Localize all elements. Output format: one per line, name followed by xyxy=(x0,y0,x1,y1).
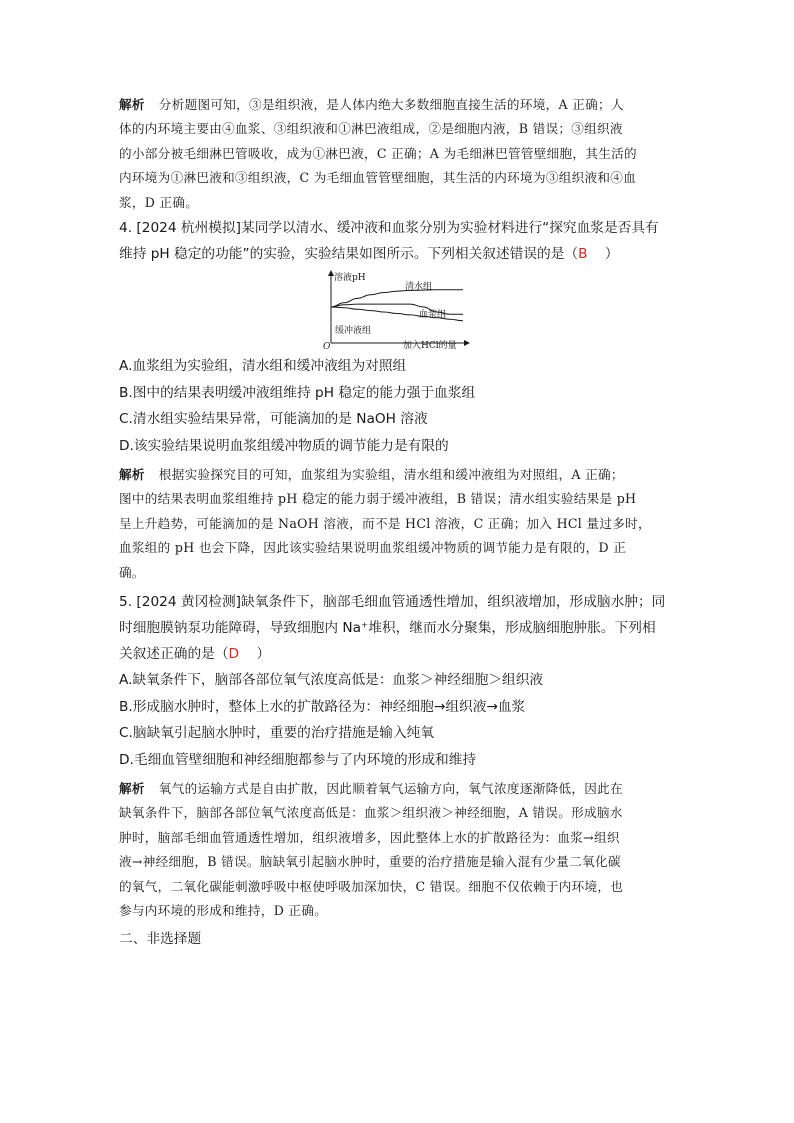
series-label-water: 清水组 xyxy=(405,282,433,293)
option-a: A.缺氧条件下，脑部各部位氧气浓度高低是：血浆＞神经细胞＞组织液 xyxy=(119,672,544,689)
expl-line: 参与内环境的形成和维持，D 正确。 xyxy=(119,903,328,919)
expl-line: 肿时，脑部毛细血管通透性增加，组织液增多，因此整体上水的扩散路径为：血浆→组织 xyxy=(119,829,620,845)
expl-line: 的氧气，二氧化碳能刺激呼吸中枢使呼吸加深加快，C 错误。细胞不仅依赖于内环境，也 xyxy=(119,878,624,894)
question-5-stem-line: 关叙述正确的是（ xyxy=(119,646,229,663)
option-b: B.形成脑水肿时，整体上水的扩散路径为：神经细胞→组织液→血浆 xyxy=(119,698,526,715)
q5-explanation xyxy=(119,777,675,923)
question-4-options xyxy=(119,353,675,459)
expl-line: 的小部分被毛细淋巴管吸收，成为①淋巴液，C 正确；A 为毛细淋巴管管壁细胞，其生活的 xyxy=(119,145,637,161)
option-d: D.该实验结果说明血浆组缓冲物质的调节能力是有限的 xyxy=(119,437,449,454)
question-5-stem-line: 时细胞膜钠泵功能障碍，导致细胞内 Na⁺堆积，继而水分聚集，形成脑细胞肿胀。下列相 xyxy=(119,620,656,637)
q3-explanation xyxy=(119,93,675,215)
expl-line: 缺氧条件下，脑部各部位氧气浓度高低是：血浆＞组织液＞神经细胞，A 错误。形成脑水 xyxy=(119,805,623,821)
ph-line-chart xyxy=(323,269,473,349)
question-4-stem-line: 4. [2024 杭州模拟]某同学以清水、缓冲液和血浆分别为实验材料进行“探究血浆是否具有 xyxy=(119,220,659,237)
explanation-label: 解析 xyxy=(119,781,145,797)
ph-chart xyxy=(119,269,675,349)
q4-explanation xyxy=(119,463,675,585)
question-5-options xyxy=(119,667,675,773)
origin-label: O xyxy=(323,342,331,350)
series-label-buffer: 缓冲液组 xyxy=(335,326,372,337)
option-c: C.脑缺氧引起脑水肿时，重要的治疗措施是输入纯氧 xyxy=(119,725,435,742)
explanation-label: 解析 xyxy=(119,467,145,483)
x-axis-label: 加入HCl的量 xyxy=(403,341,457,350)
option-c: C.清水组实验结果异常，可能滴加的是 NaOH 溶液 xyxy=(119,411,428,428)
option-a: A.血浆组为实验组，清水组和缓冲液组为对照组 xyxy=(119,358,407,375)
option-b: B.图中的结果表明缓冲液组维持 pH 稳定的能力强于血浆组 xyxy=(119,384,476,401)
expl-line: 内环境为①淋巴液和③组织液，C 为毛细血管管壁细胞，其生活的内环境为③组织液和④血 xyxy=(119,170,637,186)
expl-line: 确。 xyxy=(119,564,145,580)
section-title: 二、非选择题 xyxy=(119,930,202,947)
explanation-label: 解析 xyxy=(119,97,145,112)
expl-line: 体的内环境主要由④血浆、③组织液和①淋巴液组成，②是细胞内液，B 错误；③组织液 xyxy=(119,121,623,137)
answer-q5: D xyxy=(228,646,240,663)
expl-line: 根据实验探究目的可知，血浆组为实验组，清水组和缓冲液组为对照组，A 正确； xyxy=(158,467,624,483)
answer-paren-close: ） xyxy=(239,646,271,663)
expl-line: 分析题图可知，③是组织液，是人体内绝大多数细胞直接生活的环境，A 正确；人 xyxy=(158,97,624,112)
series-label-plasma: 血浆组 xyxy=(419,310,447,321)
expl-line: 图中的结果表明血浆组维持 pH 稳定的能力弱于缓冲液组，B 错误；清水组实验结果是 pH xyxy=(119,491,637,507)
question-4-stem-line: 维持 pH 稳定的功能”的实验，实验结果如图所示。下列相关叙述错误的是（ xyxy=(119,246,579,263)
question-5 xyxy=(119,589,675,667)
expl-line: 呈上升趋势，可能滴加的是 NaOH 溶液，而不是 HCl 溶液，C 正确；加入 HCl 量过多时， xyxy=(119,515,651,531)
expl-line: 液→神经细胞，B 错误。脑缺氧引起脑水肿时，重要的治疗措施是输入混有少量二氧化碳 xyxy=(119,854,621,870)
y-axis-label: 溶液pH xyxy=(334,273,366,284)
expl-line: 浆，D 正确。 xyxy=(119,194,199,210)
option-d: D.毛细血管壁细胞和神经细胞都参与了内环境的形成和维持 xyxy=(119,751,477,768)
expl-line: 氧气的运输方式是自由扩散，因此顺着氧气运输方向，氧气浓度逐渐降低，因此在 xyxy=(158,781,623,797)
answer-q4: B xyxy=(578,246,588,263)
question-4 xyxy=(119,215,675,267)
expl-line: 血浆组的 pH 也会下降，因此该实验结果说明血浆组缓冲物质的调节能力是有限的，D 正 xyxy=(119,540,627,556)
page-content xyxy=(119,93,675,952)
question-5-stem-line: 5. [2024 黄冈检测]缺氧条件下，脑部毛细血管通透性增加，组织液增加，形成脑水肿；同 xyxy=(119,594,666,611)
answer-paren-close: ） xyxy=(587,246,619,263)
